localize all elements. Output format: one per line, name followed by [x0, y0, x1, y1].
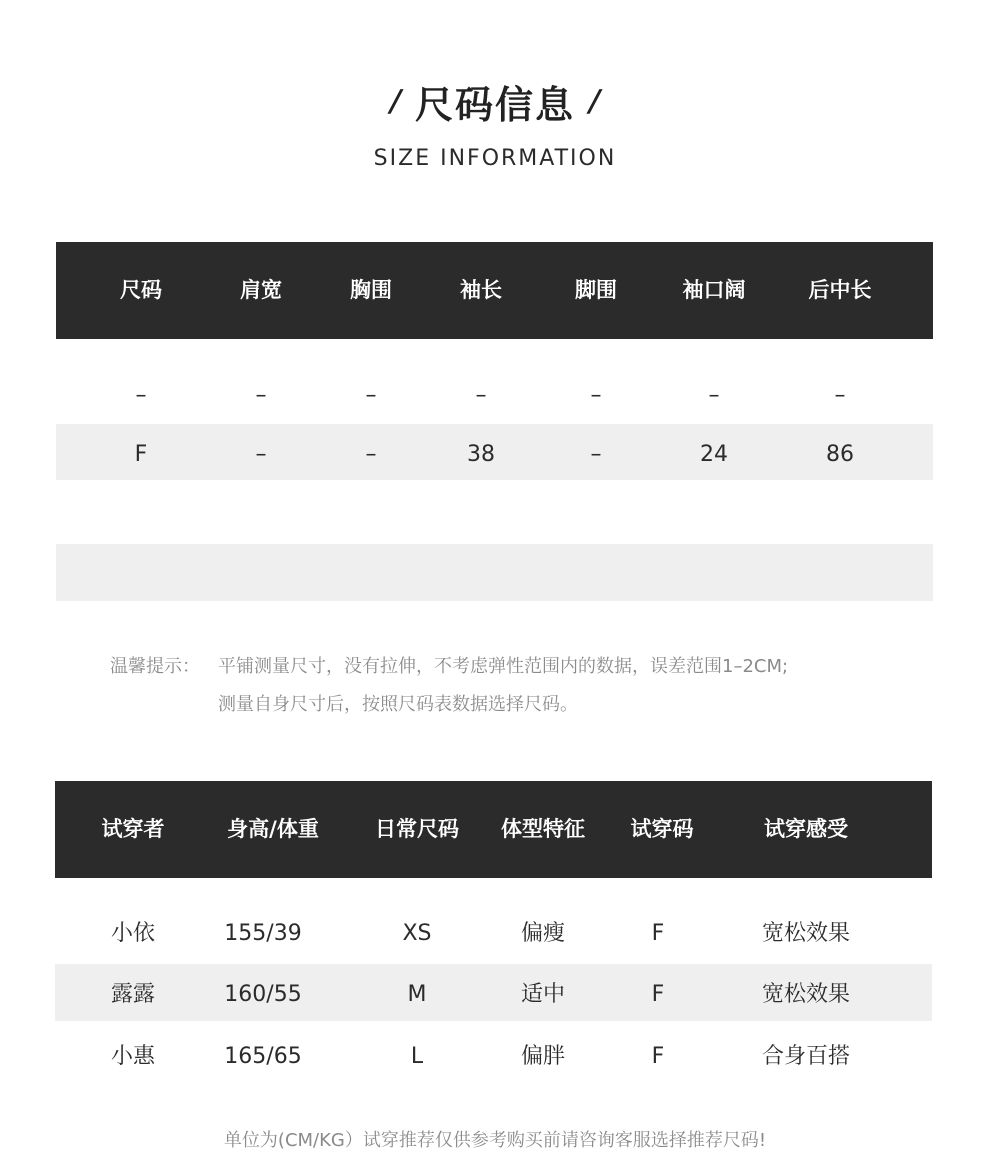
- fit-cell: F: [651, 982, 665, 1007]
- fit-cell: 小惠: [110, 1044, 155, 1069]
- page-title: 尺码信息: [414, 83, 575, 127]
- fit-cell: F: [651, 1044, 665, 1069]
- size-cell: 86: [826, 442, 854, 467]
- fit-cell: L: [410, 1044, 424, 1069]
- size-cell: 38: [467, 442, 495, 467]
- note-line-2: 测量自身尺寸后，按照尺码表数据选择尺码。: [218, 694, 578, 715]
- fit-col-header: 试穿者: [101, 817, 165, 841]
- table-row: [56, 368, 933, 424]
- fit-cell: 偏瘦: [520, 921, 565, 946]
- size-cell: –: [255, 383, 267, 408]
- size-cell: –: [590, 442, 602, 467]
- size-cell: –: [834, 383, 846, 408]
- fit-cell: 露露: [110, 982, 155, 1007]
- size-col-header: 胸围: [350, 278, 392, 302]
- fit-col-header: 试穿码: [630, 817, 694, 841]
- size-cell: F: [134, 442, 148, 467]
- size-cell: –: [475, 383, 487, 408]
- fit-cell: 合身百搭: [761, 1044, 850, 1069]
- size-table-header: [56, 242, 933, 339]
- fit-cell: 155/39: [224, 921, 302, 946]
- fit-col-header: 体型特征: [501, 817, 585, 841]
- fit-cell: 宽松效果: [761, 982, 850, 1007]
- fit-cell: M: [407, 982, 427, 1007]
- size-cell: –: [135, 383, 147, 408]
- fit-col-header: 身高/体重: [227, 817, 319, 841]
- size-col-header: 脚围: [575, 278, 617, 302]
- size-cell: –: [255, 442, 267, 467]
- note-line-1: 平铺测量尺寸，没有拉伸，不考虑弹性范围内的数据，误差范围1–2CM;: [218, 656, 789, 677]
- table-row: [55, 1021, 932, 1093]
- fit-cell: 160/55: [224, 982, 302, 1007]
- table-row: [56, 424, 933, 480]
- size-col-header: 后中长: [808, 278, 872, 302]
- table-row: [55, 906, 932, 964]
- footer-note: 单位为(CM/KG）试穿推荐仅供参考购买前请咨询客服选择推荐尺码!: [223, 1130, 767, 1151]
- fit-cell: F: [651, 921, 665, 946]
- section-title: [0, 74, 990, 129]
- size-cell: –: [365, 383, 377, 408]
- fit-col-header: 日常尺码: [375, 817, 459, 841]
- table-row-empty: [56, 544, 933, 601]
- size-col-header: 尺码: [120, 278, 162, 302]
- fit-cell: 宽松效果: [761, 921, 850, 946]
- fit-cell: 165/65: [224, 1044, 302, 1069]
- table-row: [55, 964, 932, 1021]
- fit-cell: 小依: [110, 921, 155, 946]
- size-col-header: 肩宽: [240, 278, 282, 302]
- fit-cell: 适中: [520, 982, 565, 1007]
- size-cell: –: [365, 442, 377, 467]
- fit-col-header: 试穿感受: [764, 817, 848, 841]
- fit-cell: XS: [402, 921, 432, 946]
- size-col-header: 袖口阔: [682, 278, 746, 302]
- page-subtitle: SIZE INFORMATION: [373, 146, 617, 171]
- size-cell: –: [590, 383, 602, 408]
- title-slash-right: /: [585, 84, 604, 119]
- fit-table-header: [55, 781, 932, 878]
- note-label: 温馨提示：: [110, 656, 200, 677]
- size-cell: –: [708, 383, 720, 408]
- fit-cell: 偏胖: [520, 1044, 565, 1069]
- size-cell: 24: [700, 442, 728, 467]
- size-col-header: 袖长: [460, 278, 502, 302]
- title-slash-left: /: [386, 84, 405, 119]
